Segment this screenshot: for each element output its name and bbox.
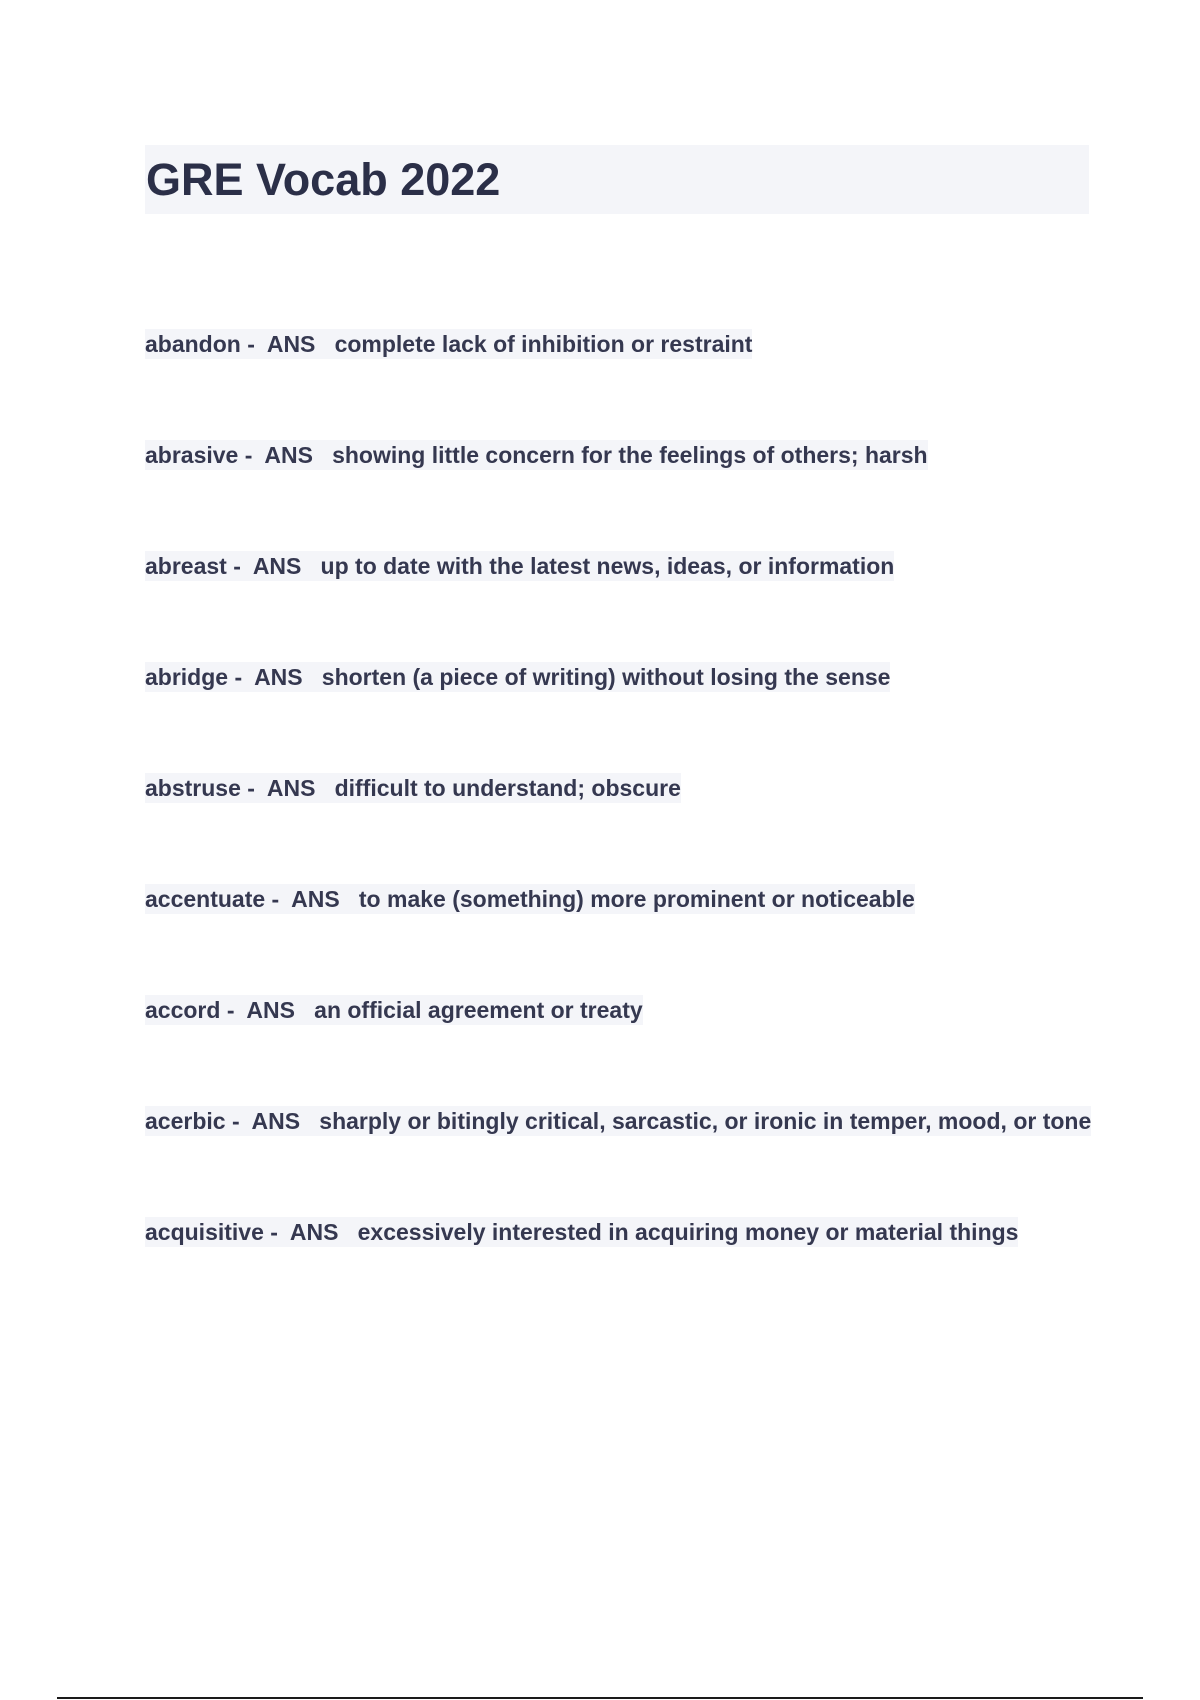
vocab-definition: difficult to understand; obscure: [334, 775, 681, 801]
ans-label: ANS: [252, 553, 302, 579]
vocab-term: abandon: [145, 331, 241, 357]
vocab-term: abreast: [145, 553, 227, 579]
vocab-term: abstruse: [145, 775, 241, 801]
separator: -: [263, 1219, 290, 1245]
vocab-entry: [145, 1093, 1095, 1150]
ans-label: ANS: [254, 664, 303, 690]
vocab-definition: shorten (a piece of writing) without losing the sense: [321, 664, 891, 690]
separator: -: [228, 664, 255, 690]
separator: -: [240, 331, 267, 357]
vocab-entry: [145, 982, 1095, 1039]
separator: -: [226, 553, 253, 579]
page-bottom-rule: [57, 1697, 1143, 1699]
ans-label: ANS: [289, 1219, 339, 1245]
vocab-entry: [145, 1204, 1095, 1261]
ans-label: ANS: [266, 331, 316, 357]
separator: -: [265, 886, 292, 912]
vocab-definition: excessively interested in acquiring money or material things: [357, 1219, 1019, 1245]
vocab-list: [145, 316, 1095, 1315]
vocab-entry: [145, 538, 1095, 595]
vocab-definition: complete lack of inhibition or restraint: [334, 331, 753, 357]
vocab-definition: to make (something) more prominent or noticeable: [358, 886, 915, 912]
separator: -: [225, 1108, 252, 1134]
vocab-definition: sharply or bitingly critical, sarcastic, or ironic in temper, mood, or tone: [319, 1108, 1092, 1134]
vocab-term: abridge: [145, 664, 229, 690]
document-title: GRE Vocab 2022: [146, 154, 501, 205]
ans-label: ANS: [264, 442, 313, 468]
vocab-term: acquisitive: [145, 1219, 264, 1245]
separator: -: [240, 775, 267, 801]
vocab-entry: [145, 427, 1095, 484]
vocab-definition: showing little concern for the feelings of others; harsh: [332, 442, 928, 468]
vocab-definition: an official agreement or treaty: [314, 997, 643, 1023]
vocab-term: abrasive: [145, 442, 239, 468]
vocab-definition: up to date with the latest news, ideas, or information: [320, 553, 895, 579]
vocab-entry: [145, 760, 1095, 817]
ans-label: ANS: [266, 775, 316, 801]
vocab-term: accord: [145, 997, 221, 1023]
vocab-term: acerbic: [145, 1108, 226, 1134]
ans-label: ANS: [251, 1108, 301, 1134]
vocab-entry: [145, 871, 1095, 928]
separator: -: [238, 442, 265, 468]
vocab-entry: [145, 649, 1095, 706]
vocab-entry: [145, 316, 1095, 373]
ans-label: ANS: [291, 886, 340, 912]
ans-label: ANS: [246, 997, 295, 1023]
vocab-term: accentuate: [145, 886, 266, 912]
separator: -: [220, 997, 247, 1023]
